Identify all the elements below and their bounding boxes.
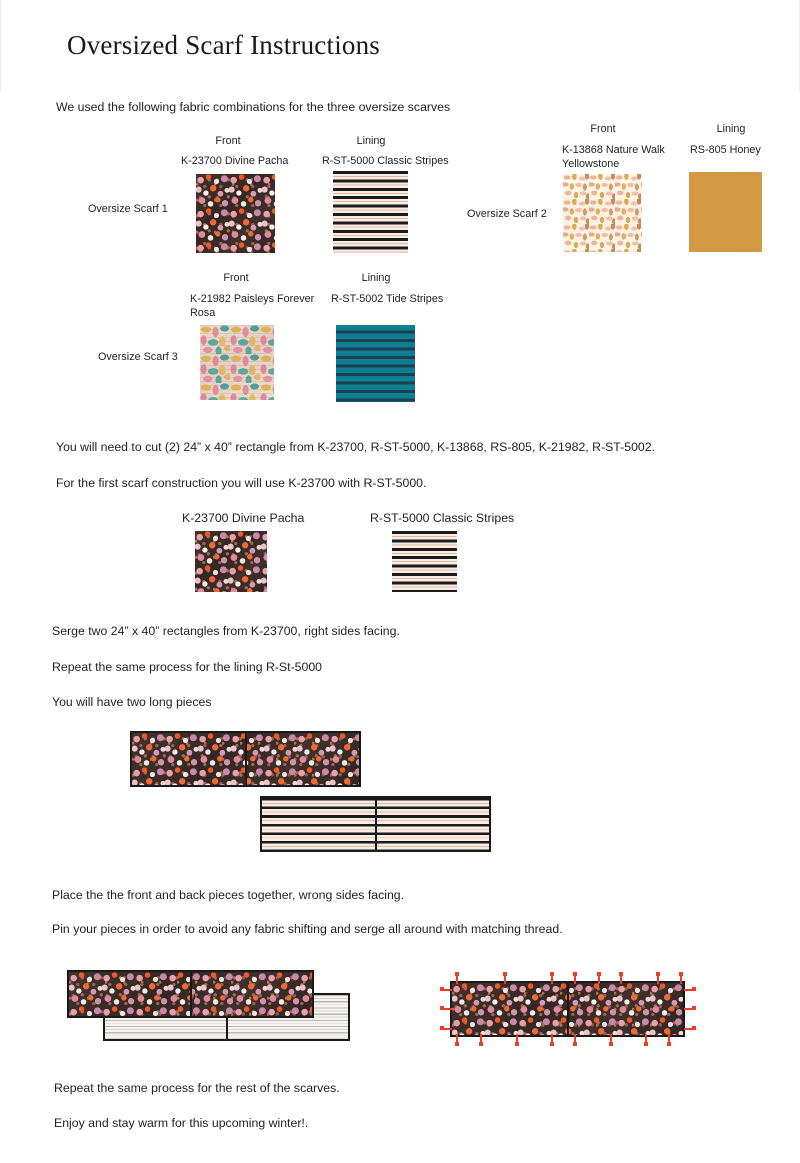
pin-head-left-1 <box>440 987 444 991</box>
scarf2-lining-swatch <box>689 172 762 252</box>
scarf2-row-label: Oversize Scarf 2 <box>467 208 547 220</box>
pair-lining-swatch <box>392 531 457 592</box>
step-serge-text: Serge two 24” x 40” rectangles from K-23700, right sides facing. <box>52 624 400 638</box>
scarf3-lining-label: R-ST-5002 Tide Stripes <box>331 293 444 305</box>
overlap-front-seam <box>190 972 192 1016</box>
scarf1-front-label: K-23700 Divine Pacha <box>181 155 289 167</box>
scarf2-front-swatch <box>563 174 642 252</box>
scarf3-lining-header: Lining <box>361 272 391 284</box>
overlap-front-piece <box>67 970 314 1018</box>
scarf3-front-label: K-21982 Paisleys Forever Rosa <box>190 293 315 320</box>
scarf1-front-swatch <box>196 174 275 253</box>
pin-head-right-1 <box>692 987 696 991</box>
pin-head-top-2 <box>503 972 507 976</box>
scarf2-lining-header: Lining <box>716 123 746 135</box>
scarf3-front-header: Front <box>223 272 249 284</box>
pair-front-swatch <box>195 531 267 592</box>
step-two-long-pieces-text: You will have two long pieces <box>52 695 212 709</box>
pin-head-bottom-2 <box>479 1042 483 1046</box>
scarf2-front-header: Front <box>590 123 616 135</box>
pin-head-left-3 <box>440 1026 444 1030</box>
scarf2-front-label: K-13868 Nature Walk Yellowstone <box>562 144 665 171</box>
scarf1-front-header: Front <box>215 135 241 147</box>
intro-text: We used the following fabric combinations for the three oversize scarves <box>56 100 451 114</box>
pinned-piece-seam <box>567 983 569 1035</box>
scarf2-lining-label: RS-805 Honey <box>690 144 761 156</box>
pin-head-top-4 <box>573 972 577 976</box>
pin-head-left-2 <box>440 1006 444 1010</box>
scarf3-lining-swatch <box>336 325 415 402</box>
long-piece-lining <box>260 796 491 852</box>
scarf1-row-label: Oversize Scarf 1 <box>88 203 168 215</box>
pin-head-bottom-7 <box>644 1042 648 1046</box>
step-cut-text: You will need to cut (2) 24” x 40” rectangle from K-23700, R-ST-5000, K-13868, RS-805, K-21982, R-ST-5002. <box>56 440 655 454</box>
pin-head-bottom-5 <box>573 1042 577 1046</box>
pinned-piece <box>450 981 685 1037</box>
scarf1-lining-label: R-ST-5000 Classic Stripes <box>322 155 449 167</box>
page-title: Oversized Scarf Instructions <box>67 30 381 60</box>
pair-lining-label: R-ST-5000 Classic Stripes <box>370 511 515 525</box>
pin-head-top-5 <box>597 972 601 976</box>
pin-head-bottom-4 <box>550 1042 554 1046</box>
pin-head-right-3 <box>692 1026 696 1030</box>
step-repeat-lining-text: Repeat the same process for the lining R-St-5000 <box>52 660 322 674</box>
scarf1-lining-swatch <box>333 171 408 253</box>
step-pin-text: Pin your pieces in order to avoid any fabric shifting and serge all around with matching thread. <box>52 922 563 936</box>
pin-head-right-2 <box>692 1006 696 1010</box>
step-closing-text: Enjoy and stay warm for this upcoming winter!. <box>54 1116 309 1130</box>
step-first-construction-text: For the first scarf construction you will use K-23700 with R-ST-5000. <box>56 476 427 490</box>
pin-head-top-1 <box>455 972 459 976</box>
page-edge-artifact-left <box>0 0 1 92</box>
pin-head-bottom-8 <box>667 1042 671 1046</box>
pin-head-bottom-3 <box>515 1042 519 1046</box>
pin-head-top-6 <box>619 972 623 976</box>
scarf1-lining-header: Lining <box>356 135 386 147</box>
pin-head-top-8 <box>679 972 683 976</box>
pin-head-top-7 <box>656 972 660 976</box>
long-piece-lining-seam <box>375 798 377 850</box>
long-piece-front-seam <box>245 733 247 785</box>
pin-head-bottom-1 <box>455 1042 459 1046</box>
scarf3-row-label: Oversize Scarf 3 <box>98 351 178 363</box>
scarf3-front-swatch <box>200 325 274 400</box>
pair-front-label: K-23700 Divine Pacha <box>182 511 305 525</box>
step-repeat-rest-text: Repeat the same process for the rest of the scarves. <box>54 1081 340 1095</box>
step-place-together-text: Place the the front and back pieces together, wrong sides facing. <box>52 888 405 902</box>
pin-head-top-3 <box>550 972 554 976</box>
pin-head-bottom-6 <box>609 1042 613 1046</box>
long-piece-front <box>130 731 361 787</box>
